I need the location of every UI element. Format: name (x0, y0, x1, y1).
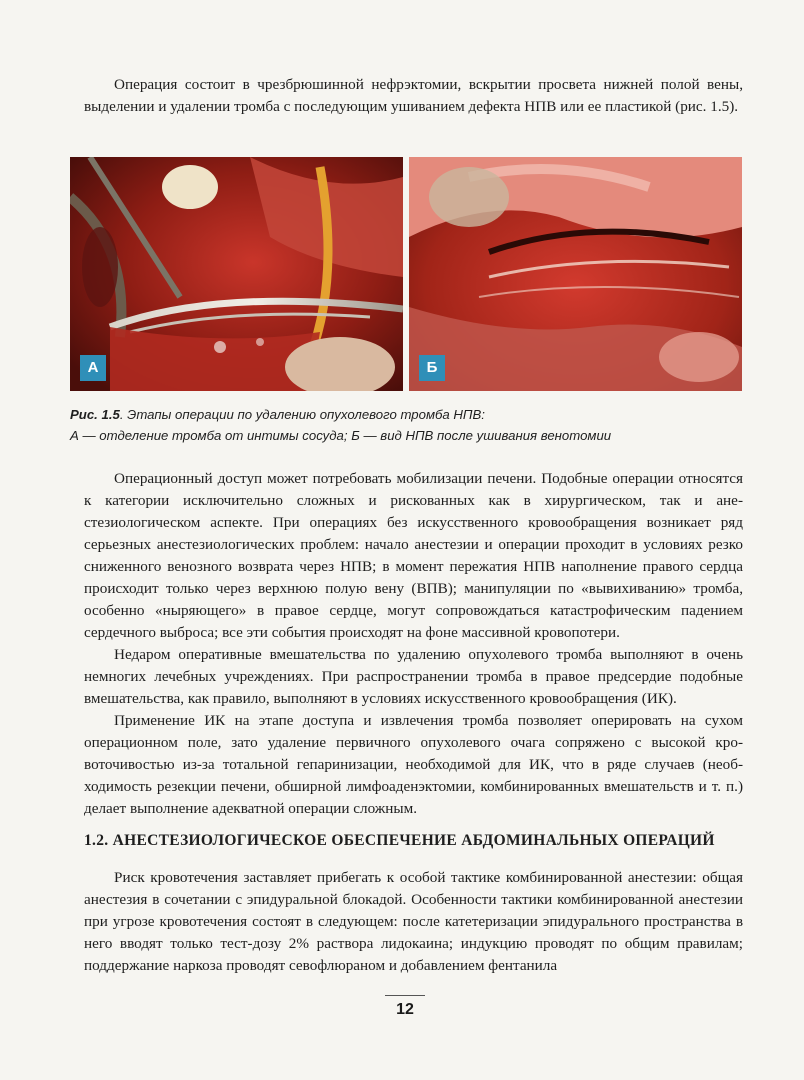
body-paragraph: Недаром оперативные вмешательства по удалению опухолевого тромба выполняют в очень немногих лечебных учреждениях. При распространении тромба в правое предсердие подобные вмешательства, как правило, выполняют в условиях искусственного кровообращения (ИК). (84, 646, 743, 707)
surgery-photo-b (409, 157, 742, 391)
panel-label-a: А (80, 355, 106, 381)
section-paragraph: Риск кровотечения заставляет прибегать к особой тактике комбинированной анестезии: общая анестезия в сочетании с эпидуральной блокадой. Особенности тактики комбинированной анестезии при угрозе кровотечения состоят в следующем: после катетеризации эпидурального пространства в него вводят только тест-дозу 2% раствора лидокаина; индукцию проводят по общим правилам; поддержание наркоза проводят севофлюраном и добавлением фентанила (84, 869, 743, 974)
figure-1-5 (70, 157, 742, 391)
caption-title-line (70, 404, 750, 425)
page-number: 12 (385, 995, 425, 1024)
body-paragraph: Применение ИК на этапе доступа и извлечения тромба позволяет оперировать на сухом операционном поле, зато удаление первичного опухолевого очага сопряжено с высокой кровоточивостью из-за тотальной гепаринизации, необходимой для ИК, что в ряде случаев (необходимость резекции печени, обширной лимфоаденэктомии, комбинированных вмешательств и т. п.) делает выполнение адекватной операции сложным. (84, 712, 743, 817)
section-text-block (84, 867, 743, 977)
panel-label-b: Б (419, 355, 445, 381)
caption-figure-label: Рис. 1.5 (70, 407, 120, 422)
main-text-block (84, 468, 743, 820)
body-paragraph: Операционный доступ может потребовать мобилизации печени. Подобные операции относятся к категории исключительно сложных и рискованных как в хирургическом, так и анестезиологическом аспекте. При операциях без искусственного кровообращения возникает ряд серьезных анестезиологических проблем: начало анестезии и операции проходит в условиях резко сниженного венозного возврата через НПВ; в момент пережатия НПВ наполнение правого сердца происходит только через верхнюю полую вену (ВПВ); манипуляции по «вывихиванию» тромба, особенно «ныряющего» в правое сердце, могут сопровождаться катастрофическим падением сердечного выброса; все эти события происходят на фоне массивной кровопотери. (84, 470, 743, 641)
caption-title: . Этапы операции по удалению опухолевого тромба НПВ: (119, 407, 485, 422)
intro-paragraph: Операция состоит в чрезбрюшинной нефрэктомии, вскрытии просвета нижней полой вены, выделении и удалении тромба с последующим ушиванием дефекта НПВ или ее пластикой (рис. 1.5). (84, 76, 743, 115)
caption-detail: А — отделение тромба от интимы сосуда; Б — вид НПВ после ушивания венотомии (70, 428, 612, 443)
figure-caption (70, 404, 750, 446)
surgery-photo-a-image (70, 157, 403, 391)
intro-text-block (84, 74, 743, 118)
surgery-photo-b-image (409, 157, 742, 391)
surgery-photo-a (70, 157, 403, 391)
section-heading: 1.2. АНЕСТЕЗИОЛОГИЧЕСКОЕ ОБЕСПЕЧЕНИЕ АБДОМИНАЛЬНЫХ ОПЕРАЦИЙ (84, 832, 715, 849)
